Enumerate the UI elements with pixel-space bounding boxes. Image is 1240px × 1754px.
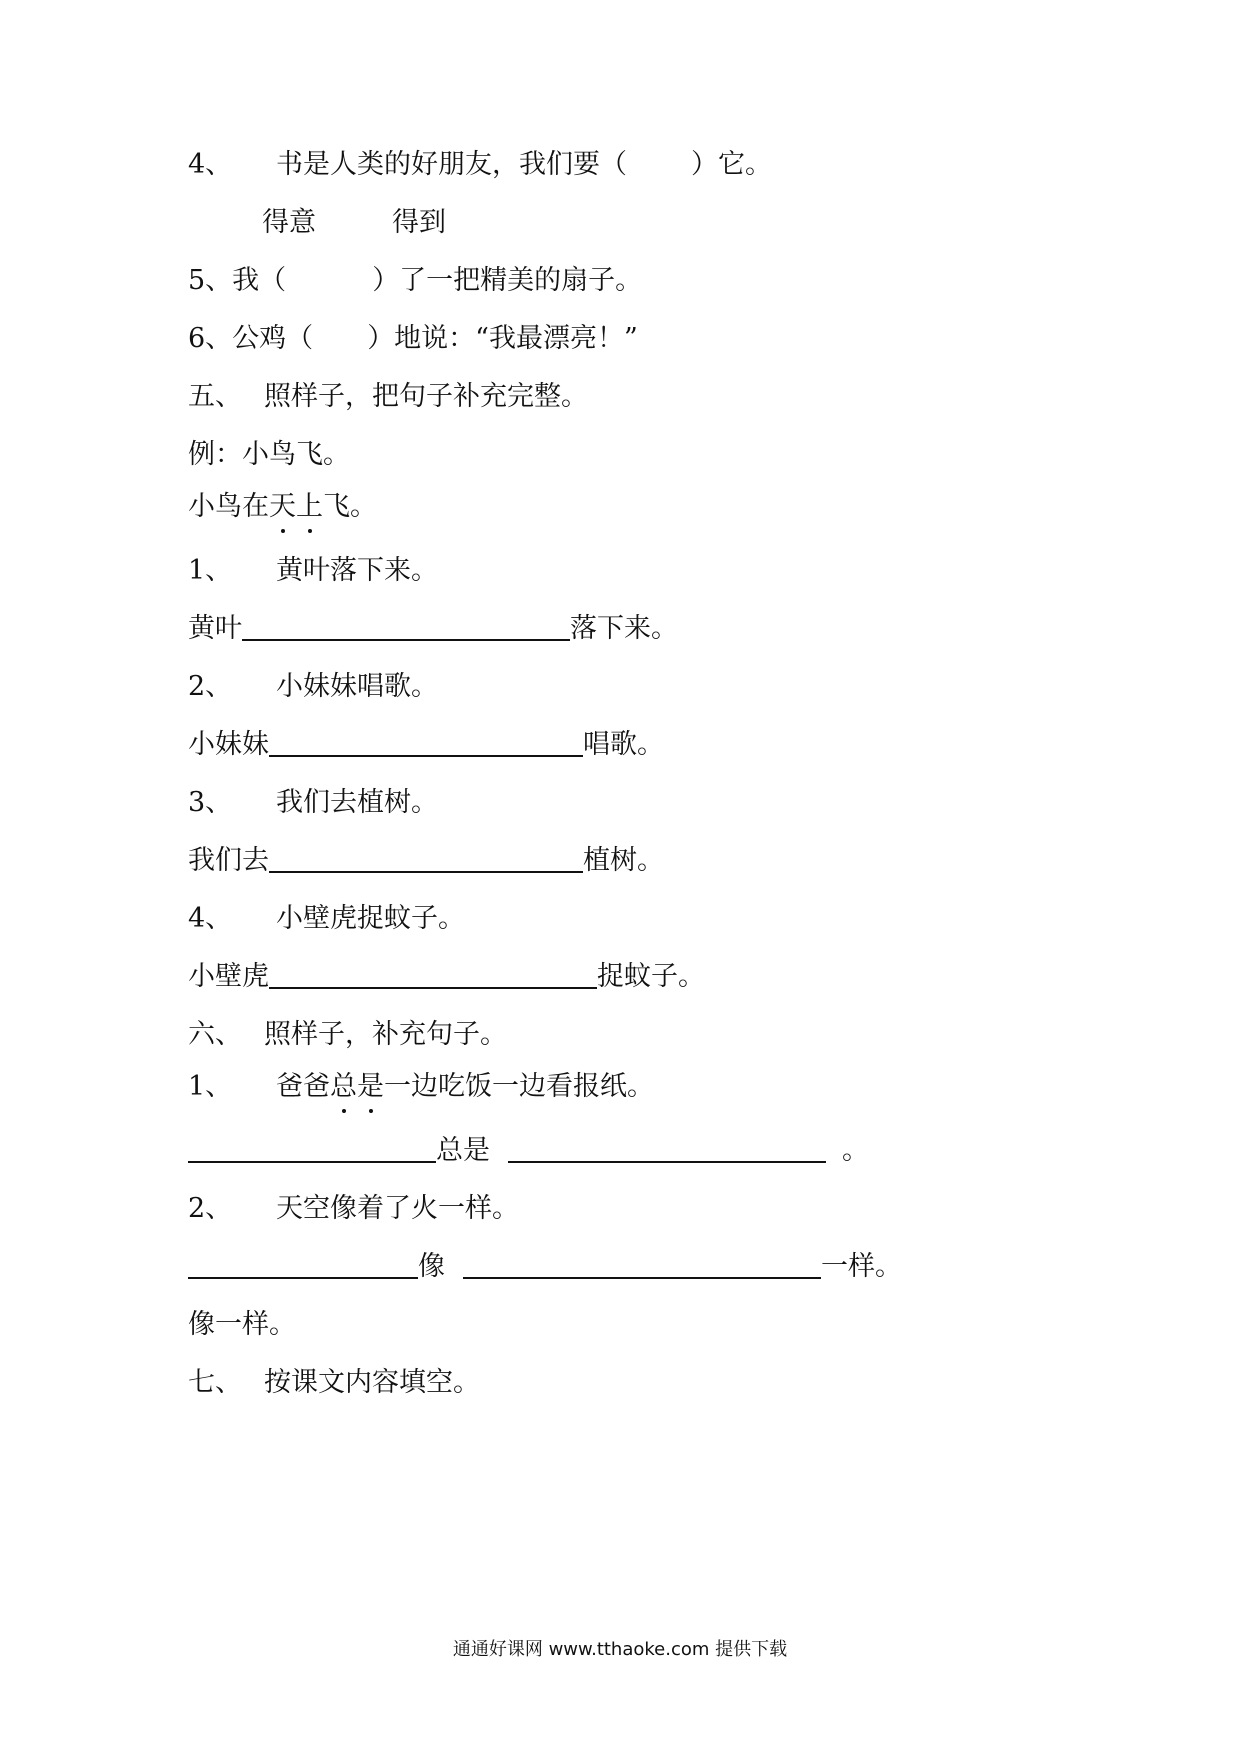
item-number: 2、: [188, 1193, 233, 1224]
section-5-item-2-answer: 小妹妹 唱歌。: [188, 729, 664, 760]
word-choices: [262, 206, 446, 240]
emphasis-char: 是: [357, 1071, 384, 1102]
item-number: 3、: [188, 787, 233, 818]
question-4-fill: [188, 148, 772, 182]
answer-blank[interactable]: [269, 845, 583, 873]
item-sentence: 天空像着了火一样。: [276, 1193, 519, 1224]
section-5-item-3: [188, 786, 438, 820]
section-5-item-3-answer: 我们去 植树。: [188, 845, 664, 876]
answer-blank[interactable]: [188, 1135, 436, 1163]
emphasis-char: 天: [269, 491, 296, 522]
emphasis-char: 总: [330, 1071, 357, 1102]
question-5: [188, 264, 642, 298]
section-6-item-1: 1、 爸爸总是一边吃饭一边看报纸。: [188, 1071, 654, 1102]
item-number: 1、: [188, 1071, 233, 1102]
question-text-before: 5、我（: [188, 265, 287, 296]
section-6-item-2: [188, 1192, 519, 1226]
item-number: 4、: [188, 903, 233, 934]
answer-blank[interactable]: [242, 613, 570, 641]
question-6: [188, 322, 638, 356]
section-6-heading: [188, 1018, 507, 1052]
answer-blank[interactable]: [463, 1251, 821, 1279]
section-number: 七、: [188, 1367, 242, 1398]
item-sentence: 小妹妹唱歌。: [276, 671, 438, 702]
example-label: 例：小鸟飞。: [188, 439, 350, 470]
item-sentence: 我们去植树。: [276, 787, 438, 818]
section-title: 照样子，把句子补充完整。: [264, 381, 588, 412]
section-title: 按课文内容填空。: [264, 1367, 480, 1398]
word-choice: 得到: [392, 207, 446, 238]
section-number: 五、: [188, 381, 242, 412]
section-6-tail: 像一样。: [188, 1309, 296, 1340]
section-number: 六、: [188, 1019, 242, 1050]
section-5-item-4: [188, 902, 465, 936]
item-number: 2、: [188, 671, 233, 702]
item-sentence: 黄叶落下来。: [276, 555, 438, 586]
question-text-before: 书是人类的好朋友，我们要（: [276, 149, 627, 180]
answer-blank[interactable]: [508, 1135, 826, 1163]
question-text-after: ）地说：“我最漂亮！”: [367, 323, 638, 354]
section-5-item-4-answer: 小壁虎 捉蚊子。: [188, 961, 705, 992]
section-5-item-2: [188, 670, 438, 704]
section-6-item-1-answer: 总是 。: [188, 1134, 869, 1168]
question-number: 4、: [188, 149, 233, 180]
question-text-after: ）它。: [691, 149, 772, 180]
item-number: 1、: [188, 555, 233, 586]
answer-blank[interactable]: [188, 1251, 418, 1279]
question-text-before: 6、公鸡（: [188, 323, 314, 354]
section-5-item-1: [188, 554, 438, 588]
answer-blank[interactable]: [269, 961, 597, 989]
page-footer: 通通好课网 www.tthaoke.com 提供下载: [452, 1639, 788, 1660]
emphasis-char: 上: [296, 491, 323, 522]
example-answer: 小鸟在天上飞。: [188, 491, 377, 522]
answer-blank[interactable]: [269, 729, 583, 757]
section-title: 照样子，补充句子。: [264, 1019, 507, 1050]
item-sentence: 小壁虎捉蚊子。: [276, 903, 465, 934]
question-text-after: ）了一把精美的扇子。: [372, 265, 643, 296]
section-6-item-2-answer: 像 一样。: [188, 1250, 902, 1284]
section-7-heading: [188, 1366, 480, 1400]
section-5-heading: [188, 380, 588, 414]
section-5-item-1-answer: 黄叶 落下来。: [188, 613, 678, 644]
word-choice: 得意: [262, 207, 316, 238]
